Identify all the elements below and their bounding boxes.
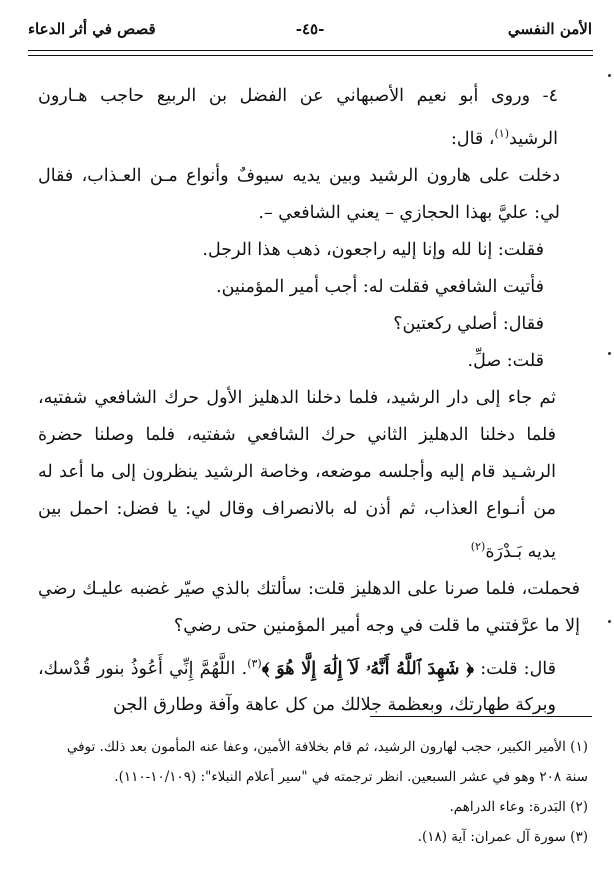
footnote-ref-3: (٣): [247, 656, 262, 670]
paragraph-i-said: فقلت: إنا لله وإنا إليه راجعون، ذهب هذا الرجل.: [202, 239, 544, 260]
paragraph-text: ٤- وروى أبو نعيم الأصبهاني عن الفضل بن الربيع حاجب هـارون الرشيد: [38, 86, 558, 149]
footnotes: [36, 732, 588, 852]
paragraph-went-to-shafii: فأتيت الشافعي فقلت له: أجب أمير المؤمنين.: [216, 276, 544, 297]
paragraph-came-to-palace: [38, 380, 580, 571]
paragraph-narration: [38, 78, 580, 158]
quran-verse: ﴿ شَهِدَ ٱللَّهُ أَنَّهُۥ لَآ إِلَٰهَ إِلَّا هُوَ ﴾: [261, 658, 474, 679]
page-header: [28, 18, 592, 42]
paragraph-text: ، قال:: [450, 128, 495, 149]
footnote-separator: [370, 716, 592, 717]
scan-mark: [608, 352, 611, 355]
footnote-ref-1: (١): [494, 127, 510, 140]
paragraph-pray-question: فقال: أصلي ركعتين؟: [393, 313, 544, 334]
footnote-3: (٣) سورة آل عمران: آية (١٨).: [417, 829, 588, 845]
header-rule-top: [28, 50, 593, 51]
main-text: [38, 78, 580, 724]
scan-mark: [608, 74, 611, 77]
paragraph-text: قال: قلت:: [473, 658, 556, 679]
paragraph-supplication: [38, 645, 580, 725]
footnote-2: (٢) البَدرة: وعاء الدراهم.: [449, 799, 588, 815]
footnote-1: (١) الأمير الكبير، حجب لهارون الرشيد، ثم قام بخلافة الأمين، وعفا عنه المأمون بعد ذلك. توفي: [66, 739, 588, 755]
scan-mark: [608, 620, 611, 623]
paragraph-text: ثم جاء إلى دار الرشيد، فلما دخلنا الدهليز الأول حرك الشافعي شفتيه، فلما دخلنا الدهليز الثاني حرك الشافعي شفتيه، فلما وصلنا حضرة الرشـيد قام إليه وأجلسه موضعه، وخاصة الرشيد ينظرون إلى ما أعد له من أنـواع العذاب، ثم أذن له بالانصراف وقال لي: يا فضل: احمل بين يديه بَـدْرَة: [38, 387, 556, 562]
paragraph-entered: دخلت على هارون الرشيد وبين يديه سيوفٌ وأنواع مـن العـذاب، فقال لي: عليَّ بهذا الحجازي – يعني الشافعي –.: [38, 165, 560, 223]
page-number: -٤٥-: [295, 20, 325, 38]
paragraph-text: . اللَّهُمَّ إِنِّي أَعُوذُ بنور قُدْسك، وبركة طهارتك، وبعظمة جلالك من كل عاهة وآفة وطارق الجن: [38, 658, 556, 716]
header-rule-bottom: [28, 55, 593, 56]
paragraph-pray-answer: قلت: صلِّ.: [467, 350, 544, 371]
footnote-ref-2: (٢): [470, 539, 486, 553]
paragraph-carried: فحملت، فلما صرنا على الدهليز قلت: سألتك بالذي صيّر غضبه عليـك رضي إلا ما عرَّفتني ما قلت في وجه أمير المؤمنين حتى رضي؟: [38, 578, 580, 636]
header-chapter-title: قصص في أثر الدعاء: [28, 20, 156, 38]
header-book-title: الأمن النفسي: [507, 20, 592, 38]
footnote-1-continued: سنة ٢٠٨ وهو في عشر السبعين. انظر ترجمته في "سير أعلام النبلاء": (١٠/١٠٩-١١٠).: [114, 769, 588, 785]
